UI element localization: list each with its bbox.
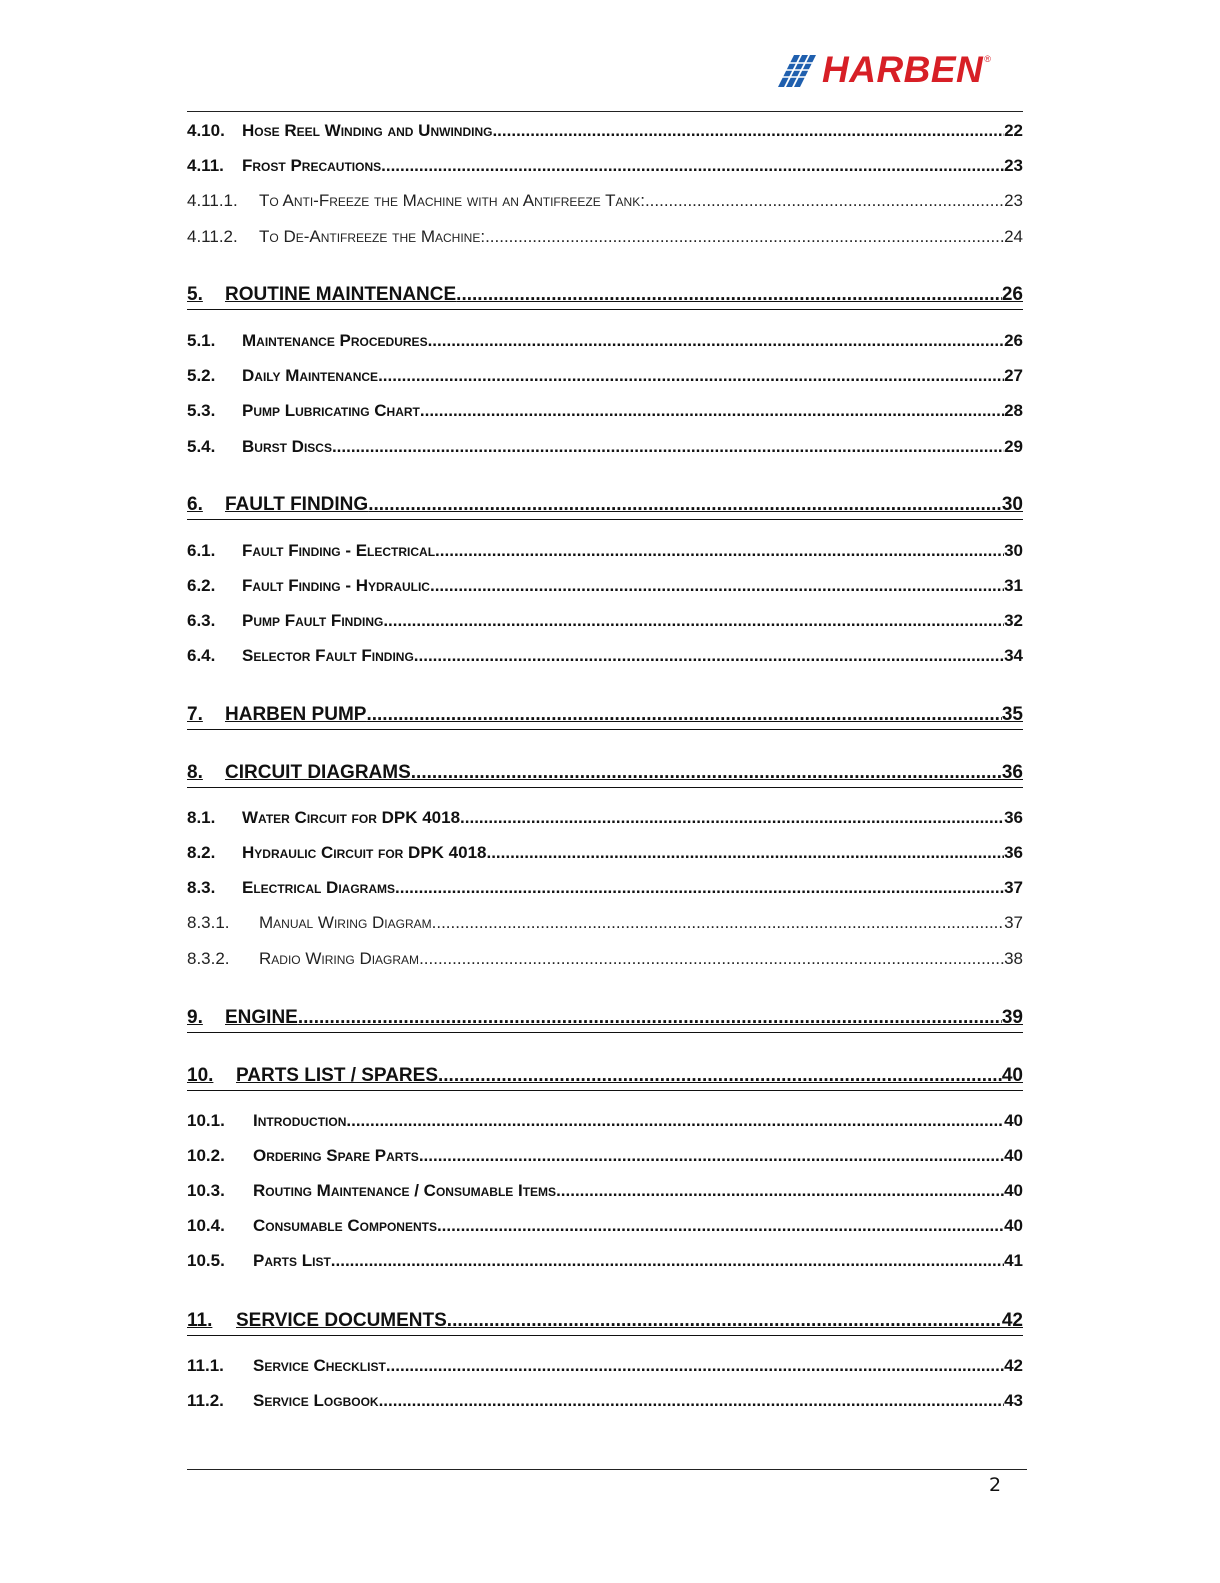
toc-entry-title: Maintenance Procedures — [242, 331, 428, 350]
toc-entry-number: 10.4. — [187, 1216, 225, 1235]
toc-entry-number: 11.2. — [187, 1391, 224, 1410]
toc-dot-leader — [379, 1389, 1005, 1413]
toc-entry-title: Fault Finding - Electrical — [242, 541, 436, 560]
toc-entry[interactable] — [187, 119, 1023, 143]
toc-entry-title: Service Checklist — [253, 1356, 386, 1375]
toc-entry[interactable] — [187, 701, 1023, 730]
toc-dot-leader — [332, 435, 1004, 459]
toc-entry-page: 26 — [1001, 284, 1023, 305]
toc-entry[interactable] — [187, 329, 1023, 353]
toc-entry-title: Pump Fault Finding — [242, 611, 384, 630]
toc-entry-title: ROUTINE MAINTENANCE — [225, 284, 457, 305]
toc-entry[interactable] — [187, 1249, 1023, 1273]
toc-entry-title: CIRCUIT DIAGRAMS — [225, 762, 411, 783]
toc-entry[interactable] — [187, 399, 1023, 423]
toc-entry-page: 39 — [1001, 1007, 1023, 1028]
toc-dot-leader — [435, 539, 1004, 563]
toc-entry-title: Hose Reel Winding and Unwinding — [242, 121, 493, 140]
toc-entry-number: 10.1. — [187, 1111, 225, 1130]
toc-entry[interactable] — [187, 1179, 1023, 1203]
toc-entry-page: 40 — [1001, 1065, 1023, 1086]
toc-entry-page: 26 — [1004, 331, 1023, 350]
toc-dot-leader — [486, 841, 1004, 865]
toc-dot-leader — [420, 399, 1004, 423]
toc-entry-page: 42 — [1004, 1356, 1023, 1375]
toc-dot-leader — [386, 1354, 1004, 1378]
toc-entry-title: Ordering Spare Parts — [253, 1146, 419, 1165]
toc-entry-page: 40 — [1004, 1111, 1023, 1130]
toc-entry-number: 11. — [187, 1310, 213, 1331]
toc-entry-number: 10. — [187, 1065, 214, 1086]
toc-entry[interactable] — [187, 1004, 1023, 1033]
toc-entry[interactable] — [187, 435, 1023, 459]
toc-entry-title: FAULT FINDING — [225, 494, 369, 515]
toc-dot-leader — [437, 1214, 1004, 1238]
toc-dot-leader — [366, 701, 1001, 729]
toc-entry-number: 5.4. — [187, 437, 216, 456]
toc-entry-page: 36 — [1001, 762, 1023, 783]
toc-entry[interactable] — [187, 947, 1023, 971]
toc-entry[interactable] — [187, 841, 1023, 865]
toc-entry[interactable] — [187, 1109, 1023, 1133]
toc-entry[interactable] — [187, 644, 1023, 668]
toc-entry-number: 4.11.2. — [187, 227, 238, 246]
harben-logo — [776, 49, 991, 90]
toc-entry-number: 7. — [187, 704, 203, 725]
toc-dot-leader — [419, 947, 1004, 971]
toc-entry-number: 6.1. — [187, 541, 216, 560]
toc-entry-number: 4.10. — [187, 121, 225, 140]
toc-dot-leader — [556, 1179, 1004, 1203]
toc-dot-leader — [419, 1144, 1004, 1168]
toc-entry-title: To Anti-Freeze the Machine with an Antifreeze Tank: — [259, 191, 645, 210]
toc-dot-leader — [383, 609, 1004, 633]
toc-entry-title: To De-Antifreeze the Machine: — [259, 227, 486, 246]
toc-entry-title: Radio Wiring Diagram — [259, 949, 420, 968]
toc-entry-number: 5.3. — [187, 401, 216, 420]
toc-entry-title: Daily Maintenance — [242, 366, 379, 385]
toc-entry-page: 32 — [1004, 611, 1023, 630]
toc-entry-page: 42 — [1001, 1310, 1023, 1331]
toc-entry[interactable] — [187, 225, 1023, 249]
toc-entry-title: HARBEN PUMP — [225, 704, 367, 725]
toc-entry[interactable] — [187, 491, 1023, 520]
toc-dot-leader — [460, 806, 1004, 830]
registered-mark: ® — [984, 54, 991, 64]
toc-entry[interactable] — [187, 189, 1023, 213]
toc-dot-leader — [428, 329, 1005, 353]
toc-entry[interactable] — [187, 1144, 1023, 1168]
toc-entry-page: 28 — [1004, 401, 1023, 420]
toc-entry-number: 8. — [187, 762, 203, 783]
toc-entry-title: Water Circuit for DPK 4018 — [242, 808, 461, 827]
toc-dot-leader — [438, 1062, 1002, 1090]
toc-entry-title: Service Logbook — [253, 1391, 379, 1410]
toc-dot-leader — [346, 1109, 1004, 1133]
toc-dot-leader — [430, 574, 1004, 598]
toc-entry-page: 23 — [1004, 191, 1023, 210]
toc-entry-page: 23 — [1004, 156, 1023, 175]
toc-entry-page: 37 — [1004, 878, 1023, 897]
toc-entry-page: 29 — [1004, 437, 1023, 456]
toc-entry-page: 38 — [1004, 949, 1023, 968]
footer-rule — [187, 1469, 1027, 1470]
toc-dot-leader — [395, 876, 1004, 900]
toc-entry-title: PARTS LIST / SPARES — [236, 1065, 438, 1086]
toc-entry-title: Burst Discs — [242, 437, 332, 456]
toc-entry[interactable] — [187, 281, 1023, 310]
toc-entry-number: 5. — [187, 284, 203, 305]
toc-entry-title: Electrical Diagrams — [242, 878, 395, 897]
toc-entry-title: Selector Fault Finding — [242, 646, 414, 665]
toc-entry-page: 31 — [1004, 576, 1023, 595]
toc-entry[interactable] — [187, 1389, 1023, 1413]
toc-entry-number: 5.2. — [187, 366, 216, 385]
toc-entry-title: Pump Lubricating Chart — [242, 401, 420, 420]
toc-entry-number: 6.2. — [187, 576, 216, 595]
toc-entry[interactable] — [187, 1307, 1023, 1336]
toc-entry-title: Introduction — [253, 1111, 347, 1130]
toc-entry-number: 4.11. — [187, 156, 224, 175]
toc-entry-number: 11.1. — [187, 1356, 224, 1375]
toc-entry[interactable] — [187, 1354, 1023, 1378]
toc-dot-leader — [447, 1307, 1002, 1335]
toc-dot-leader — [645, 189, 1004, 213]
toc-entry-page: 24 — [1004, 227, 1023, 246]
toc-entry[interactable] — [187, 911, 1023, 935]
toc-entry-title: ENGINE — [225, 1007, 298, 1028]
toc-entry-title: Fault Finding - Hydraulic — [242, 576, 430, 595]
toc-entry-number: 5.1. — [187, 331, 216, 350]
harben-stripes-icon — [776, 53, 818, 87]
toc-entry-page: 41 — [1004, 1251, 1023, 1270]
toc-entry[interactable] — [187, 539, 1023, 563]
toc-dot-leader — [331, 1249, 1004, 1273]
toc-entry-page: 30 — [1001, 494, 1023, 515]
header-rule — [187, 111, 1023, 112]
toc-entry[interactable] — [187, 609, 1023, 633]
toc-entry[interactable] — [187, 154, 1023, 178]
toc-entry-number: 10.3. — [187, 1181, 225, 1200]
toc-dot-leader — [414, 644, 1004, 668]
toc-entry-title: Parts List — [253, 1251, 331, 1270]
toc-entry-page: 30 — [1004, 541, 1023, 560]
toc-dot-leader — [456, 281, 1002, 309]
toc-dot-leader — [411, 759, 1002, 787]
toc-entry-number: 4.11.1. — [187, 191, 238, 210]
toc-entry-number: 6.3. — [187, 611, 216, 630]
toc-entry-page: 40 — [1004, 1146, 1023, 1165]
toc-dot-leader — [492, 119, 1004, 143]
toc-entry-number: 9. — [187, 1007, 203, 1028]
toc-entry-page: 40 — [1004, 1181, 1023, 1200]
page-number: 2 — [988, 1474, 1002, 1496]
toc-entry[interactable] — [187, 1062, 1023, 1091]
toc-entry[interactable] — [187, 806, 1023, 830]
toc-entry-title: Frost Precautions — [242, 156, 382, 175]
toc-dot-leader — [298, 1004, 1002, 1032]
toc-entry-title: Manual Wiring Diagram — [259, 913, 432, 932]
toc-entry-number: 6.4. — [187, 646, 216, 665]
toc-dot-leader — [378, 364, 1004, 388]
toc-entry-number: 8.3.1. — [187, 913, 230, 932]
toc-entry-page: 37 — [1004, 913, 1023, 932]
toc-entry-title: Routing Maintenance / Consumable Items — [253, 1181, 557, 1200]
toc-entry-page: 36 — [1004, 808, 1023, 827]
toc-entry-title: SERVICE DOCUMENTS — [236, 1310, 447, 1331]
toc-entry[interactable] — [187, 759, 1023, 788]
toc-dot-leader — [485, 225, 1004, 249]
toc-entry[interactable] — [187, 1214, 1023, 1238]
toc-entry-title: Consumable Components — [253, 1216, 437, 1235]
toc-entry-page: 36 — [1004, 843, 1023, 862]
toc-dot-leader — [368, 491, 1002, 519]
brand-name: HARBEN — [822, 49, 984, 90]
toc-dot-leader — [432, 911, 1004, 935]
toc-entry-number: 6. — [187, 494, 203, 515]
toc-entry-number: 8.2. — [187, 843, 216, 862]
toc-entry-title: Hydraulic Circuit for DPK 4018 — [242, 843, 487, 862]
toc-entry-page: 34 — [1004, 646, 1023, 665]
toc-dot-leader — [381, 154, 1004, 178]
toc-entry-number: 8.3. — [187, 878, 216, 897]
toc-entry[interactable] — [187, 364, 1023, 388]
toc-entry-page: 43 — [1004, 1391, 1023, 1410]
toc-entry[interactable] — [187, 574, 1023, 598]
toc-entry-number: 8.3.2. — [187, 949, 230, 968]
toc-entry-number: 8.1. — [187, 808, 216, 827]
toc-entry-number: 10.2. — [187, 1146, 225, 1165]
toc-entry-page: 27 — [1004, 366, 1023, 385]
toc-entry-page: 40 — [1004, 1216, 1023, 1235]
toc-entry-page: 35 — [1001, 704, 1023, 725]
toc-entry-page: 22 — [1004, 121, 1023, 140]
toc-entry[interactable] — [187, 876, 1023, 900]
toc-entry-number: 10.5. — [187, 1251, 225, 1270]
